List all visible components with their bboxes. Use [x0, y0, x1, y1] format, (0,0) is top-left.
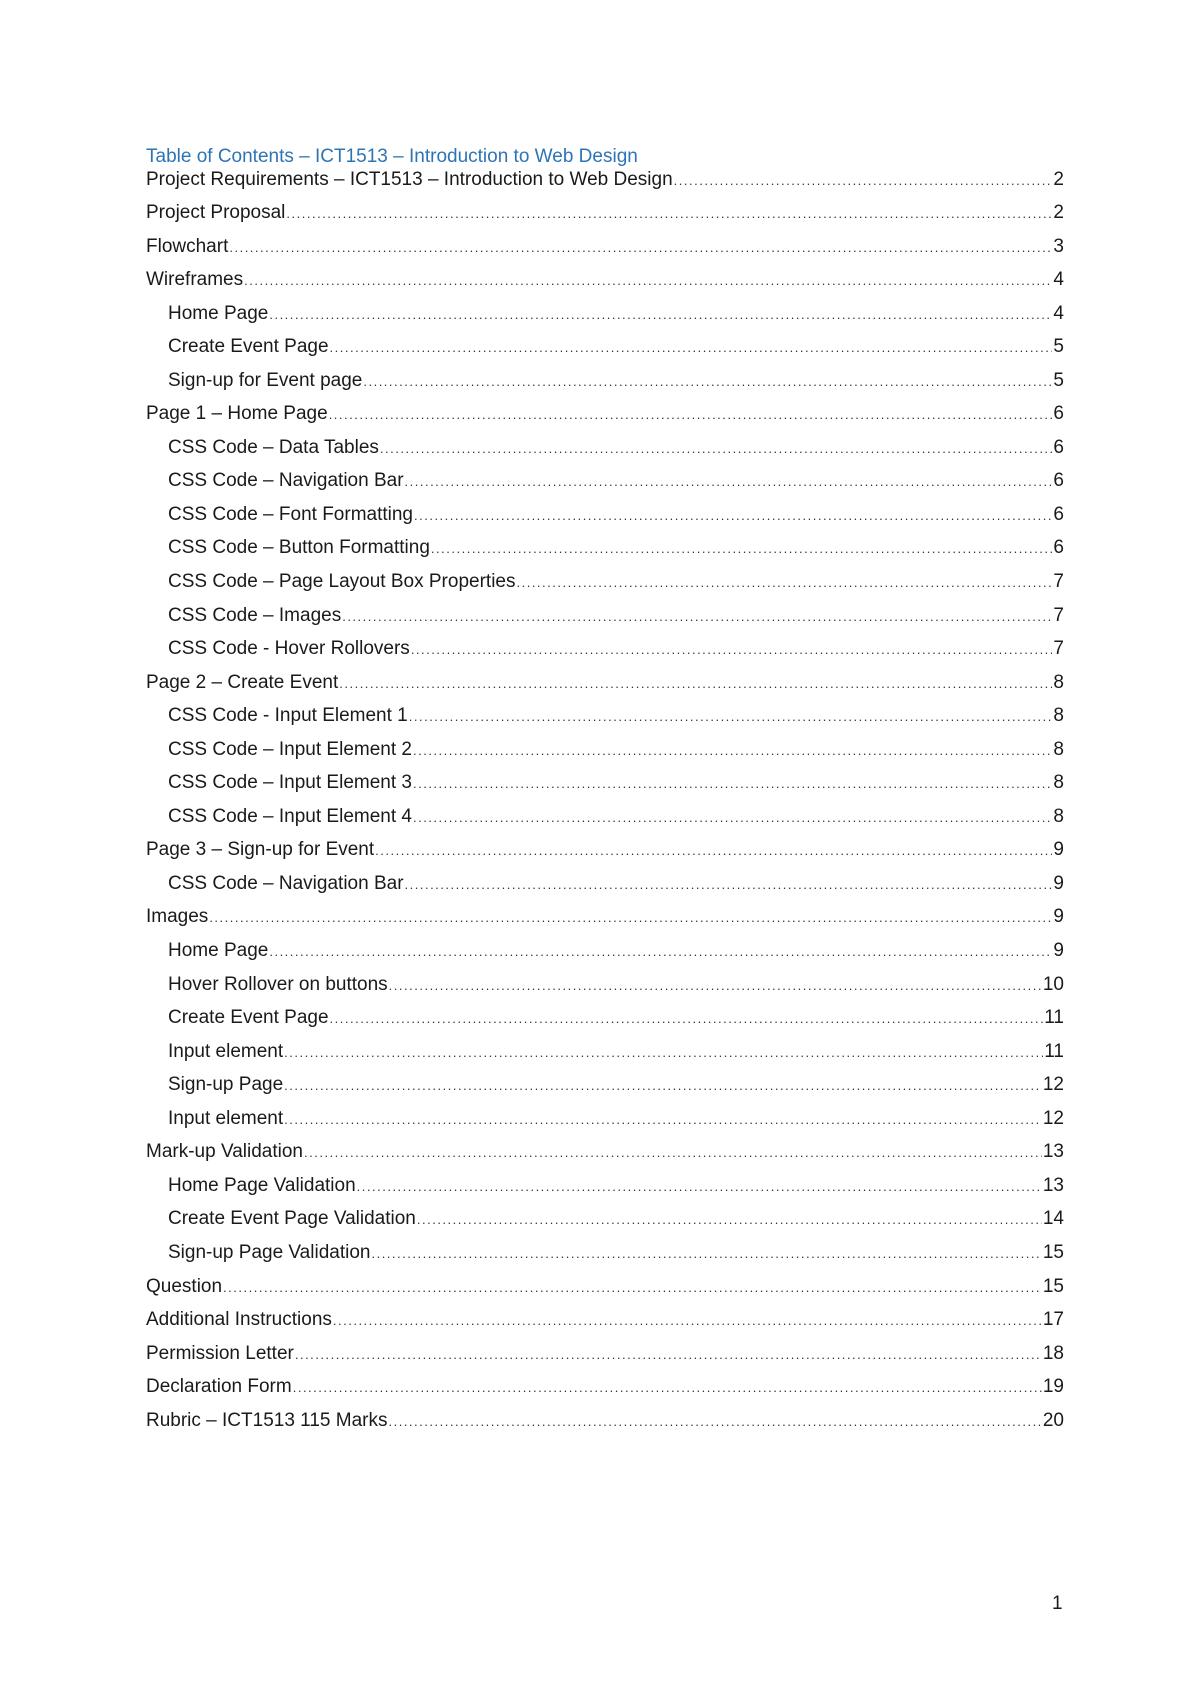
toc-entry[interactable]	[146, 1375, 1064, 1409]
toc-entry-title: Create Event Page Validation	[168, 1208, 416, 1230]
toc-entry[interactable]	[146, 402, 1064, 436]
toc-entry-title: Project Requirements – ICT1513 – Introduction to Web Design	[146, 169, 673, 190]
toc-entry-title: Hover Rollover on buttons	[168, 973, 388, 995]
toc-heading: Table of Contents – ICT1513 – Introduction to Web Design	[146, 146, 638, 167]
toc-entry-title: CSS Code – Input Element 2	[168, 738, 412, 760]
toc-dot-leader	[417, 1208, 1042, 1232]
toc-entry-page-number: 8	[1053, 705, 1064, 727]
toc-entry-page-number: 4	[1053, 302, 1064, 324]
toc-dot-leader	[375, 839, 1052, 863]
toc-dot-leader	[329, 403, 1053, 427]
toc-entry-title: CSS Code – Font Formatting	[168, 503, 413, 525]
toc-entry[interactable]	[146, 268, 1064, 302]
toc-entry-page-number: 7	[1053, 604, 1064, 626]
toc-entry[interactable]	[146, 704, 1064, 738]
toc-entry-title: Images	[146, 906, 209, 928]
toc-entry[interactable]	[146, 1207, 1064, 1241]
toc-entry-title: Sign-up Page Validation	[168, 1241, 371, 1263]
toc-entry[interactable]	[146, 939, 1064, 973]
toc-dot-leader	[380, 437, 1053, 461]
toc-entry-page-number: 8	[1053, 805, 1064, 827]
toc-dot-leader	[363, 370, 1052, 394]
toc-entry-page-number: 8	[1053, 772, 1064, 794]
toc-entry-page-number: 18	[1042, 1342, 1064, 1364]
toc-entry-page-number: 12	[1042, 1074, 1064, 1096]
toc-dot-leader	[409, 705, 1053, 729]
toc-entry-title: CSS Code – Page Layout Box Properties	[168, 571, 516, 593]
toc-entry-title: CSS Code – Input Element 4	[168, 805, 412, 827]
toc-entry[interactable]	[146, 1308, 1064, 1342]
toc-entry-page-number: 8	[1053, 671, 1064, 693]
toc-entry[interactable]	[146, 1040, 1064, 1074]
toc-dot-leader	[229, 236, 1052, 260]
toc-dot-leader	[389, 974, 1042, 998]
toc-dot-leader	[413, 772, 1052, 796]
toc-dot-leader	[293, 1376, 1042, 1400]
toc-entry-title: Home Page	[168, 302, 269, 324]
toc-entry[interactable]	[146, 1107, 1064, 1141]
toc-entry-title: Project Proposal	[146, 202, 286, 223]
toc-entry[interactable]	[146, 671, 1064, 705]
toc-entry-title: Create Event Page	[168, 1007, 329, 1029]
toc-dot-leader	[330, 1007, 1044, 1031]
toc-entry-page-number: 14	[1042, 1208, 1064, 1230]
page-number: 1	[1052, 1593, 1063, 1614]
toc-entry-title: Wireframes	[146, 269, 244, 291]
toc-entry-title: CSS Code - Input Element 1	[168, 705, 408, 727]
toc-entry[interactable]	[146, 905, 1064, 939]
toc-entry[interactable]	[146, 1342, 1064, 1376]
toc-dot-leader	[295, 1343, 1042, 1367]
toc-entry-page-number: 6	[1053, 403, 1064, 425]
toc-entry[interactable]	[146, 369, 1064, 403]
toc-entry-page-number: 13	[1042, 1141, 1064, 1163]
toc-entry-page-number: 6	[1053, 503, 1064, 525]
toc-entry-title: Page 3 – Sign-up for Event	[146, 839, 375, 861]
toc-entry-page-number: 6	[1053, 436, 1064, 458]
toc-entry-title: CSS Code - Hover Rollovers	[168, 638, 410, 660]
toc-entry-page-number: 9	[1053, 839, 1064, 861]
toc-entry-title: CSS Code – Navigation Bar	[168, 872, 404, 894]
toc-entry-title: CSS Code – Button Formatting	[168, 537, 430, 559]
toc-entry[interactable]	[146, 1275, 1064, 1309]
toc-entry-page-number: 2	[1053, 202, 1064, 223]
toc-entry-page-number: 9	[1053, 940, 1064, 962]
toc-entry[interactable]	[146, 973, 1064, 1007]
toc-entry-title: CSS Code – Data Tables	[168, 436, 379, 458]
toc-entry-page-number: 10	[1042, 973, 1064, 995]
toc-entry-page-number: 9	[1053, 906, 1064, 928]
toc-dot-leader	[516, 571, 1052, 595]
toc-entry[interactable]	[146, 536, 1064, 570]
toc-dot-leader	[269, 303, 1052, 327]
toc-entry-page-number: 2	[1053, 169, 1064, 190]
toc-entry-title: Permission Letter	[146, 1342, 294, 1364]
toc-dot-leader	[269, 940, 1052, 964]
toc-entry[interactable]	[146, 771, 1064, 805]
toc-entry[interactable]	[146, 1073, 1064, 1107]
toc-entry-page-number: 6	[1053, 537, 1064, 559]
toc-entry[interactable]	[146, 469, 1064, 503]
toc-entry[interactable]	[146, 570, 1064, 604]
toc-entry-title: Home Page Validation	[168, 1174, 356, 1196]
toc-entry-title: CSS Code – Navigation Bar	[168, 470, 404, 492]
toc-entry-title: Page 2 – Create Event	[146, 671, 339, 693]
toc-entry-page-number: 8	[1053, 738, 1064, 760]
toc-entry-page-number: 6	[1053, 470, 1064, 492]
toc-entry[interactable]	[146, 436, 1064, 470]
toc-dot-leader	[223, 1276, 1042, 1300]
toc-entry[interactable]	[146, 637, 1064, 671]
toc-dot-leader	[431, 537, 1053, 561]
toc-dot-leader	[330, 336, 1053, 360]
toc-entry-title: Input element	[168, 1040, 284, 1062]
toc-entry-page-number: 7	[1053, 638, 1064, 660]
toc-entry[interactable]	[146, 604, 1064, 638]
toc-entry-title: Home Page	[168, 940, 269, 962]
toc-entry-title: CSS Code – Images	[168, 604, 342, 626]
toc-entry[interactable]	[146, 302, 1064, 336]
toc-entry-page-number: 5	[1053, 369, 1064, 391]
toc-entry[interactable]	[146, 503, 1064, 537]
toc-entry-page-number: 5	[1053, 336, 1064, 358]
toc-entry-title: Page 1 – Home Page	[146, 403, 328, 425]
toc-entry-page-number: 11	[1044, 1007, 1064, 1029]
toc-entry-title: Rubric – ICT1513 115 Marks	[146, 1409, 388, 1431]
toc-entry[interactable]	[146, 1241, 1064, 1275]
toc-dot-leader	[284, 1074, 1042, 1098]
toc-dot-leader	[388, 1410, 1041, 1434]
toc-entry-page-number: 15	[1042, 1275, 1064, 1297]
toc-entry[interactable]	[146, 235, 1064, 269]
toc-dot-leader	[284, 1041, 1043, 1065]
toc-entry-title: Declaration Form	[146, 1376, 292, 1398]
toc-dot-leader	[405, 470, 1053, 494]
toc-entry[interactable]	[146, 201, 1064, 235]
toc-dot-leader	[284, 1108, 1042, 1132]
toc-entry-title: Additional Instructions	[146, 1309, 332, 1331]
toc-dot-leader	[413, 739, 1052, 763]
toc-dot-leader	[304, 1141, 1042, 1165]
toc-entry-title: CSS Code – Input Element 3	[168, 772, 412, 794]
toc-dot-leader	[339, 672, 1052, 696]
toc-dot-leader	[286, 202, 1052, 226]
toc-entry[interactable]	[146, 838, 1064, 872]
toc-entry-page-number: 15	[1042, 1241, 1064, 1263]
toc-entry-page-number: 12	[1042, 1107, 1064, 1129]
toc-entry-title: Create Event Page	[168, 336, 329, 358]
toc-entry-title: Flowchart	[146, 235, 229, 257]
toc-dot-leader	[357, 1175, 1042, 1199]
toc-entry[interactable]	[146, 1140, 1064, 1174]
toc-entry[interactable]	[146, 805, 1064, 839]
toc-entry-page-number: 3	[1053, 235, 1064, 257]
toc-entry[interactable]	[146, 1006, 1064, 1040]
toc-dot-leader	[674, 169, 1053, 193]
toc-dot-leader	[405, 873, 1053, 897]
toc-entry[interactable]	[146, 168, 1064, 201]
toc-entry-title: Mark-up Validation	[146, 1141, 304, 1163]
toc-dot-leader	[342, 605, 1052, 629]
toc-dot-leader	[414, 504, 1052, 528]
toc-dot-leader	[209, 906, 1052, 930]
toc-entry-title: Input element	[168, 1107, 284, 1129]
toc-entry-page-number: 9	[1053, 872, 1064, 894]
toc-dot-leader	[413, 806, 1052, 830]
toc-entry-page-number: 20	[1042, 1409, 1064, 1431]
toc-entry-page-number: 13	[1042, 1174, 1064, 1196]
toc-entry-page-number: 17	[1042, 1309, 1064, 1331]
toc-entry[interactable]	[146, 738, 1064, 772]
toc-dot-leader	[411, 638, 1053, 662]
toc-entry[interactable]	[146, 335, 1064, 369]
toc-dot-leader	[333, 1309, 1042, 1333]
toc-entry-title: Sign-up Page	[168, 1074, 284, 1096]
toc-entry[interactable]	[146, 872, 1064, 906]
toc-entry-title: Sign-up for Event page	[168, 369, 363, 391]
toc-entry[interactable]	[146, 1409, 1064, 1443]
toc-dot-leader	[371, 1242, 1041, 1266]
toc-list	[146, 168, 1064, 1442]
toc-dot-leader	[244, 269, 1052, 293]
toc-entry[interactable]	[146, 1174, 1064, 1208]
toc-entry-page-number: 19	[1042, 1376, 1064, 1398]
toc-entry-page-number: 4	[1053, 269, 1064, 291]
toc-entry-page-number: 11	[1044, 1040, 1064, 1062]
toc-entry-title: Question	[146, 1275, 223, 1297]
toc-entry-page-number: 7	[1053, 571, 1064, 593]
